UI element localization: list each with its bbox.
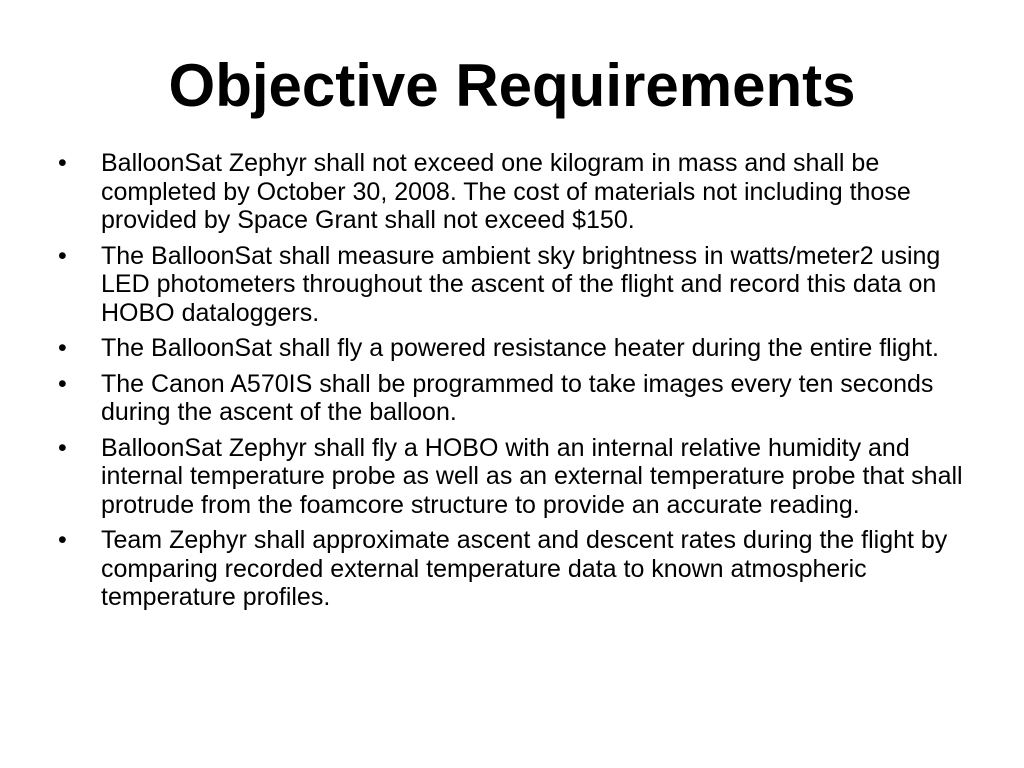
bullet-text: Team Zephyr shall approximate ascent and descent rates during the flight by comparing recorded external temperature data to known atmospheric temperature profiles. bbox=[101, 526, 948, 611]
bullet-text: BalloonSat Zephyr shall fly a HOBO with an internal relative humidity and internal temperature probe as well as an external temperature probe that shall protrude from the foamcore structure to provide an accurate reading. bbox=[101, 433, 963, 519]
bullet-list bbox=[55, 149, 970, 619]
bullet-icon: • bbox=[58, 369, 67, 398]
slide-title: Objective Requirements bbox=[168, 52, 856, 119]
bullet-icon: • bbox=[58, 334, 67, 362]
list-item bbox=[55, 242, 970, 328]
list-item bbox=[55, 434, 970, 520]
bullet-text: The BalloonSat shall measure ambient sky brightness in watts/meter2 using LED photometers throughout the ascent of the flight and record this data on HOBO dataloggers. bbox=[101, 241, 941, 327]
list-item bbox=[55, 526, 970, 612]
bullet-icon: • bbox=[58, 149, 67, 177]
bullet-icon: • bbox=[58, 241, 67, 270]
bullet-icon: • bbox=[58, 526, 67, 554]
bullet-text: The BalloonSat shall fly a powered resistance heater during the entire flight. bbox=[101, 334, 939, 362]
bullet-text: The Canon A570IS shall be programmed to take images every ten seconds during the ascent of the balloon. bbox=[101, 369, 934, 426]
list-item bbox=[55, 370, 970, 427]
bullet-icon: • bbox=[58, 433, 67, 462]
list-item bbox=[55, 149, 970, 235]
bullet-text: BalloonSat Zephyr shall not exceed one kilogram in mass and shall be completed by October 30, 2008. The cost of materials not including those provided by Space Grant shall not exceed $150. bbox=[101, 149, 911, 234]
list-item bbox=[55, 334, 970, 363]
